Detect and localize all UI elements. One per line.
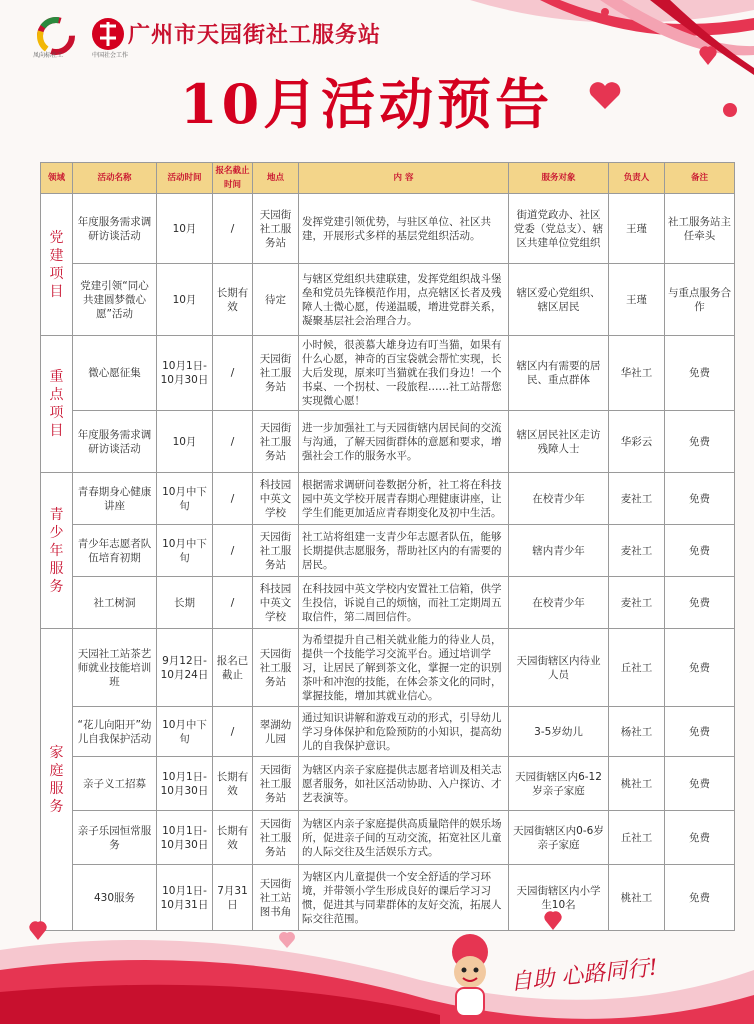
deadline-cell: / xyxy=(213,707,253,757)
place-cell: 天园街社工服务站 xyxy=(253,411,299,473)
place-cell: 科技园中英文学校 xyxy=(253,577,299,629)
note-cell: 免费 xyxy=(665,411,735,473)
content-cell: 为希望提升自己相关就业能力的待业人员，提供一个技能学习交流平台。通过培训学习，让居民了解到茶文化，掌握一定的识别茶叶和冲泡的技能，在体会茶文化的同时，掌握技能，增加其就业信心。 xyxy=(299,629,509,707)
note-cell: 免费 xyxy=(665,811,735,865)
deadline-cell: / xyxy=(213,194,253,264)
deadline-cell: / xyxy=(213,411,253,473)
activity-name-cell: 亲子义工招募 xyxy=(73,757,157,811)
target-cell: 辖内青少年 xyxy=(509,525,609,577)
table-row xyxy=(41,707,735,757)
org-title: 广州市天园街社工服务站 xyxy=(128,23,382,48)
owner-cell: 麦社工 xyxy=(609,473,665,525)
activity-name-cell: 天园社工站茶艺师就业技能培训班 xyxy=(73,629,157,707)
deadline-cell: 报名已截止 xyxy=(213,629,253,707)
table-row xyxy=(41,473,735,525)
place-cell: 天园街社工站图书角 xyxy=(253,865,299,931)
owner-cell: 王瑾 xyxy=(609,264,665,336)
target-cell: 辖区内有需要的居民、重点群体 xyxy=(509,336,609,411)
owner-cell: 桃社工 xyxy=(609,757,665,811)
header-domain: 领域 xyxy=(41,163,73,194)
activity-name-cell: 党建引领“同心共建圆梦微心愿”活动 xyxy=(73,264,157,336)
activity-time-cell: 10月 xyxy=(157,411,213,473)
owner-cell: 王瑾 xyxy=(609,194,665,264)
activity-name-cell: 年度服务需求调研访谈活动 xyxy=(73,411,157,473)
activity-time-cell: 10月1日-10月30日 xyxy=(157,336,213,411)
target-cell: 天园街辖区内待业人员 xyxy=(509,629,609,707)
table-row xyxy=(41,264,735,336)
activity-time-cell: 10月1日-10月30日 xyxy=(157,811,213,865)
header-activity-time: 活动时间 xyxy=(157,163,213,194)
logo-left-caption: 凤向标社工 xyxy=(33,52,64,59)
target-cell: 在校青少年 xyxy=(509,577,609,629)
header-note: 备注 xyxy=(665,163,735,194)
activity-time-cell: 10月1日-10月30日 xyxy=(157,757,213,811)
deadline-cell: 长期有效 xyxy=(213,811,253,865)
note-cell: 免费 xyxy=(665,865,735,931)
place-cell: 待定 xyxy=(253,264,299,336)
category-cell-youth: 青少年服务 xyxy=(41,473,73,629)
category-cell-party: 党建项目 xyxy=(41,194,73,336)
activity-time-cell: 10月中下旬 xyxy=(157,707,213,757)
deadline-cell: / xyxy=(213,577,253,629)
table-row xyxy=(41,336,735,411)
activity-schedule-table xyxy=(40,162,735,931)
place-cell: 翠湖幼儿园 xyxy=(253,707,299,757)
table-row xyxy=(41,525,735,577)
category-cell-family: 家庭服务 xyxy=(41,629,73,931)
target-cell: 街道党政办、社区党委（党总支）、辖区共建单位党组织 xyxy=(509,194,609,264)
deadline-cell: / xyxy=(213,336,253,411)
content-cell: 发挥党建引领优势，与驻区单位、社区共建，开展形式多样的基层党组织活动。 xyxy=(299,194,509,264)
deadline-cell: 7月31日 xyxy=(213,865,253,931)
note-cell: 免费 xyxy=(665,707,735,757)
header-activity-name: 活动名称 xyxy=(73,163,157,194)
activity-name-cell: 年度服务需求调研访谈活动 xyxy=(73,194,157,264)
page-title: 10月活动预告 xyxy=(180,72,554,136)
activity-name-cell: 430服务 xyxy=(73,865,157,931)
note-cell: 免费 xyxy=(665,336,735,411)
header-place: 地点 xyxy=(253,163,299,194)
target-cell: 在校青少年 xyxy=(509,473,609,525)
place-cell: 天园街社工服务站 xyxy=(253,811,299,865)
activity-name-cell: “花儿向阳开”幼儿自我保护活动 xyxy=(73,707,157,757)
table-header-row xyxy=(41,163,735,194)
page-header xyxy=(0,0,754,160)
target-cell: 天园街辖区内6-12岁亲子家庭 xyxy=(509,757,609,811)
slogan: 自助 心路同行! xyxy=(509,955,659,996)
note-cell: 免费 xyxy=(665,525,735,577)
activity-name-cell: 亲子乐园恒常服务 xyxy=(73,811,157,865)
owner-cell: 丘社工 xyxy=(609,811,665,865)
note-cell: 社工服务站主任牵头 xyxy=(665,194,735,264)
table-row xyxy=(41,194,735,264)
content-cell: 社工站将组建一支青少年志愿者队伍，能够长期提供志愿服务，帮助社区内的有需要的居民。 xyxy=(299,525,509,577)
header-owner: 负责人 xyxy=(609,163,665,194)
deadline-cell: 长期有效 xyxy=(213,264,253,336)
target-cell: 天园街辖区内小学生10名 xyxy=(509,865,609,931)
table-row xyxy=(41,811,735,865)
note-cell: 与重点服务合作 xyxy=(665,264,735,336)
target-cell: 辖区居民社区走访残障人士 xyxy=(509,411,609,473)
note-cell: 免费 xyxy=(665,473,735,525)
owner-cell: 麦社工 xyxy=(609,525,665,577)
activity-time-cell: 10月1日-10月31日 xyxy=(157,865,213,931)
owner-cell: 麦社工 xyxy=(609,577,665,629)
target-cell: 天园街辖区内0-6岁亲子家庭 xyxy=(509,811,609,865)
activity-name-cell: 微心愿征集 xyxy=(73,336,157,411)
mascot-icon xyxy=(430,930,510,1024)
header-deadline: 报名截止时间 xyxy=(213,163,253,194)
owner-cell: 杨社工 xyxy=(609,707,665,757)
content-cell: 与辖区党组织共建联建，发挥党组织战斗堡垒和党员先锋模范作用，点亮辖区长者及残障人士微心愿，传递温暖，增进党群关系，凝聚基层社会治理合力。 xyxy=(299,264,509,336)
activity-time-cell: 10月 xyxy=(157,264,213,336)
deadline-cell: 长期有效 xyxy=(213,757,253,811)
place-cell: 天园街社工服务站 xyxy=(253,336,299,411)
note-cell: 免费 xyxy=(665,629,735,707)
place-cell: 天园街社工服务站 xyxy=(253,629,299,707)
heart-icon xyxy=(588,82,622,110)
content-cell: 为辖区内亲子家庭提供志愿者培训及相关志愿者服务，如社区活动协助、入户探访、才艺表演等。 xyxy=(299,757,509,811)
content-cell: 进一步加强社工与天园街辖内居民间的交流与沟通，了解天园街群体的意愿和要求，增强社会工作的服务水平。 xyxy=(299,411,509,473)
content-cell: 为辖区内儿童提供一个安全舒适的学习环境，并带领小学生形成良好的课后学习习惯，促进其与同辈群体的友好交流，拓展人际交往范围。 xyxy=(299,865,509,931)
owner-cell: 华彩云 xyxy=(609,411,665,473)
content-cell: 根据需求调研问卷数据分析，社工将在科技园中英文学校开展青春期心理健康讲座，让学生们能更加适应青春期变化及初中生活。 xyxy=(299,473,509,525)
header-target: 服务对象 xyxy=(509,163,609,194)
place-cell: 科技园中英文学校 xyxy=(253,473,299,525)
place-cell: 天园街社工服务站 xyxy=(253,525,299,577)
logo-right-caption: 中国社会工作 xyxy=(92,52,129,59)
deadline-cell: / xyxy=(213,525,253,577)
activity-name-cell: 青少年志愿者队伍培育初期 xyxy=(73,525,157,577)
activity-time-cell: 长期 xyxy=(157,577,213,629)
table-row xyxy=(41,577,735,629)
owner-cell: 桃社工 xyxy=(609,865,665,931)
table-row xyxy=(41,629,735,707)
place-cell: 天园街社工服务站 xyxy=(253,757,299,811)
activity-name-cell: 青春期身心健康讲座 xyxy=(73,473,157,525)
place-cell: 天园街社工服务站 xyxy=(253,194,299,264)
owner-cell: 丘社工 xyxy=(609,629,665,707)
category-cell-key: 重点项目 xyxy=(41,336,73,473)
content-cell: 通过知识讲解和游戏互动的形式，引导幼儿学习身体保护和危险预防的小知识，提高幼儿的自我保护意识。 xyxy=(299,707,509,757)
content-cell: 为辖区内亲子家庭提供高质量陪伴的娱乐场所，促进亲子间的互动交流，拓宽社区儿童的人际交往及生活娱乐方式。 xyxy=(299,811,509,865)
activity-time-cell: 9月12日-10月24日 xyxy=(157,629,213,707)
owner-cell: 华社工 xyxy=(609,336,665,411)
target-cell: 3-5岁幼儿 xyxy=(509,707,609,757)
target-cell: 辖区爱心党组织、辖区居民 xyxy=(509,264,609,336)
deadline-cell: / xyxy=(213,473,253,525)
note-cell: 免费 xyxy=(665,757,735,811)
note-cell: 免费 xyxy=(665,577,735,629)
table-row xyxy=(41,757,735,811)
header-content: 内 容 xyxy=(299,163,509,194)
content-cell: 在科技园中英文学校内安置社工信箱，供学生投信，诉说自己的烦恼，而社工定期周五取信件，第二周回信件。 xyxy=(299,577,509,629)
activity-time-cell: 10月 xyxy=(157,194,213,264)
table-row xyxy=(41,411,735,473)
content-cell: 小时候，很羡慕大雄身边有叮当猫，如果有什么心愿，神奇的百宝袋就会帮忙实现，长大后发现，原来叮当猫就在我们身边！一个书桌、一个拐杖、一段旅程……社工站帮您实现微心愿！ xyxy=(299,336,509,411)
activity-time-cell: 10月中下旬 xyxy=(157,525,213,577)
activity-time-cell: 10月中下旬 xyxy=(157,473,213,525)
activity-name-cell: 社工树洞 xyxy=(73,577,157,629)
